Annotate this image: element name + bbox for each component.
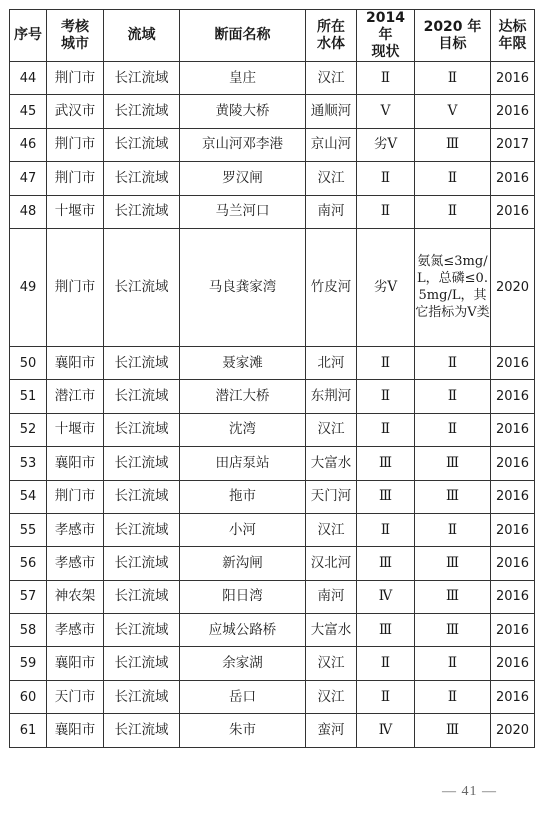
table-row xyxy=(10,480,535,513)
cell-col-section: 岳口 xyxy=(180,680,306,713)
table-row xyxy=(10,380,535,413)
cell-col-water-body: 南河 xyxy=(306,580,357,613)
cell-col-basin: 长江流域 xyxy=(104,62,180,95)
cell-col-water-body: 京山河 xyxy=(306,128,357,161)
header-text: 2014 年 xyxy=(366,10,405,43)
cell-col-target-2020: 氨氮≤3mg/L，总磷≤0.5mg/L，其它指标为Ⅴ类 xyxy=(415,228,491,346)
cell-col-status-2014: Ⅲ xyxy=(357,614,415,647)
header-text: 年限 xyxy=(498,35,527,52)
cell-col-target-2020: Ⅱ xyxy=(415,195,491,228)
cell-col-status-2014: Ⅳ xyxy=(357,580,415,613)
table-row xyxy=(10,580,535,613)
cell-col-deadline: 2016 xyxy=(491,680,535,713)
cell-col-deadline: 2016 xyxy=(491,447,535,480)
cell-col-section: 阳日湾 xyxy=(180,580,306,613)
cell-col-city: 荆门市 xyxy=(47,162,104,195)
cell-col-target-2020: Ⅲ xyxy=(415,128,491,161)
cell-col-status-2014: Ⅱ xyxy=(357,195,415,228)
cell-col-seq: 47 xyxy=(10,162,47,195)
cell-col-status-2014: Ⅱ xyxy=(357,513,415,546)
cell-col-seq: 46 xyxy=(10,128,47,161)
table-header-row xyxy=(10,10,535,62)
cell-col-deadline: 2016 xyxy=(491,195,535,228)
header-text: 考核 xyxy=(61,18,89,35)
cell-col-seq: 45 xyxy=(10,95,47,128)
cell-col-section: 京山河邓李港 xyxy=(180,128,306,161)
cell-col-section: 黄陵大桥 xyxy=(180,95,306,128)
cell-col-seq: 50 xyxy=(10,346,47,379)
cell-col-basin: 长江流域 xyxy=(104,228,180,346)
cell-col-status-2014: Ⅱ xyxy=(357,680,415,713)
cell-col-target-2020: Ⅱ xyxy=(415,680,491,713)
cell-col-seq: 60 xyxy=(10,680,47,713)
cell-col-basin: 长江流域 xyxy=(104,714,180,747)
header-col-status-2014 xyxy=(357,10,415,62)
cell-col-seq: 44 xyxy=(10,62,47,95)
header-col-city xyxy=(47,10,104,62)
cell-col-seq: 49 xyxy=(10,228,47,346)
cell-col-section: 马兰河口 xyxy=(180,195,306,228)
cell-col-city: 神农架 xyxy=(47,580,104,613)
cell-col-deadline: 2016 xyxy=(491,647,535,680)
cell-col-seq: 56 xyxy=(10,547,47,580)
cell-col-target-2020: Ⅱ xyxy=(415,413,491,446)
cell-col-section: 朱市 xyxy=(180,714,306,747)
cell-col-status-2014: 劣Ⅴ xyxy=(357,128,415,161)
cell-col-target-2020: Ⅱ xyxy=(415,380,491,413)
cell-col-city: 武汉市 xyxy=(47,95,104,128)
cell-col-basin: 长江流域 xyxy=(104,480,180,513)
cell-col-status-2014: Ⅲ xyxy=(357,480,415,513)
cell-col-basin: 长江流域 xyxy=(104,346,180,379)
cell-col-status-2014: Ⅱ xyxy=(357,647,415,680)
cell-col-basin: 长江流域 xyxy=(104,413,180,446)
cell-col-status-2014: Ⅲ xyxy=(357,547,415,580)
water-quality-table xyxy=(9,9,535,748)
cell-col-deadline: 2016 xyxy=(491,547,535,580)
table-row xyxy=(10,714,535,747)
cell-col-basin: 长江流域 xyxy=(104,547,180,580)
cell-col-city: 十堰市 xyxy=(47,413,104,446)
cell-col-deadline: 2016 xyxy=(491,614,535,647)
header-text: 序号 xyxy=(14,27,42,43)
cell-col-basin: 长江流域 xyxy=(104,95,180,128)
table-row xyxy=(10,162,535,195)
cell-col-section: 罗汉闸 xyxy=(180,162,306,195)
cell-col-city: 荆门市 xyxy=(47,228,104,346)
table-row xyxy=(10,228,535,346)
header-col-basin xyxy=(104,10,180,62)
cell-col-target-2020: Ⅱ xyxy=(415,647,491,680)
cell-col-city: 潜江市 xyxy=(47,380,104,413)
cell-col-basin: 长江流域 xyxy=(104,680,180,713)
cell-col-section: 皇庄 xyxy=(180,62,306,95)
header-text: 城市 xyxy=(61,35,89,52)
cell-col-city: 十堰市 xyxy=(47,195,104,228)
cell-col-section: 新沟闸 xyxy=(180,547,306,580)
table-row xyxy=(10,128,535,161)
cell-col-water-body: 大富水 xyxy=(306,614,357,647)
cell-col-water-body: 汉江 xyxy=(306,680,357,713)
cell-col-seq: 61 xyxy=(10,714,47,747)
cell-col-city: 荆门市 xyxy=(47,480,104,513)
cell-col-basin: 长江流域 xyxy=(104,447,180,480)
cell-col-status-2014: Ⅱ xyxy=(357,346,415,379)
cell-col-city: 襄阳市 xyxy=(47,346,104,379)
cell-col-water-body: 东荆河 xyxy=(306,380,357,413)
cell-col-basin: 长江流域 xyxy=(104,162,180,195)
table-row xyxy=(10,547,535,580)
cell-col-target-2020: Ⅴ xyxy=(415,95,491,128)
cell-col-deadline: 2020 xyxy=(491,714,535,747)
cell-col-section: 田店泵站 xyxy=(180,447,306,480)
cell-col-deadline: 2020 xyxy=(491,228,535,346)
cell-col-water-body: 汉北河 xyxy=(306,547,357,580)
cell-col-section: 小河 xyxy=(180,513,306,546)
table-row xyxy=(10,95,535,128)
cell-col-water-body: 大富水 xyxy=(306,447,357,480)
cell-col-city: 襄阳市 xyxy=(47,647,104,680)
table-body xyxy=(10,62,535,748)
cell-col-status-2014: Ⅱ xyxy=(357,62,415,95)
cell-col-water-body: 通顺河 xyxy=(306,95,357,128)
cell-col-seq: 57 xyxy=(10,580,47,613)
table-row xyxy=(10,680,535,713)
header-col-water-body xyxy=(306,10,357,62)
table-row xyxy=(10,195,535,228)
cell-col-deadline: 2016 xyxy=(491,62,535,95)
cell-col-target-2020: Ⅱ xyxy=(415,346,491,379)
header-col-target-2020 xyxy=(415,10,491,62)
header-text: 流域 xyxy=(127,27,156,43)
cell-col-status-2014: Ⅳ xyxy=(357,714,415,747)
cell-col-status-2014: Ⅲ xyxy=(357,447,415,480)
table-row xyxy=(10,614,535,647)
cell-col-city: 襄阳市 xyxy=(47,447,104,480)
table-row xyxy=(10,647,535,680)
cell-col-target-2020: Ⅱ xyxy=(415,62,491,95)
header-text: 2020 年 xyxy=(423,18,482,35)
cell-col-seq: 58 xyxy=(10,614,47,647)
table-row xyxy=(10,447,535,480)
header-text: 断面名称 xyxy=(214,27,271,43)
cell-col-city: 襄阳市 xyxy=(47,714,104,747)
cell-col-water-body: 汉江 xyxy=(306,647,357,680)
cell-col-target-2020: Ⅲ xyxy=(415,447,491,480)
cell-col-seq: 48 xyxy=(10,195,47,228)
cell-col-status-2014: Ⅱ xyxy=(357,162,415,195)
cell-col-city: 孝感市 xyxy=(47,547,104,580)
cell-col-target-2020: Ⅲ xyxy=(415,614,491,647)
header-text: 目标 xyxy=(438,35,467,52)
cell-col-basin: 长江流域 xyxy=(104,614,180,647)
cell-col-status-2014: 劣Ⅴ xyxy=(357,228,415,346)
cell-col-status-2014: Ⅴ xyxy=(357,95,415,128)
cell-col-section: 马良龚家湾 xyxy=(180,228,306,346)
table-row xyxy=(10,346,535,379)
cell-col-target-2020: Ⅲ xyxy=(415,547,491,580)
page-number: — 41 — xyxy=(442,784,497,799)
header-col-section xyxy=(180,10,306,62)
cell-col-deadline: 2016 xyxy=(491,513,535,546)
cell-col-water-body: 天门河 xyxy=(306,480,357,513)
header-text: 所在 xyxy=(317,18,345,35)
cell-col-target-2020: Ⅲ xyxy=(415,480,491,513)
header-text: 现状 xyxy=(371,44,400,60)
cell-col-seq: 59 xyxy=(10,647,47,680)
cell-col-city: 荆门市 xyxy=(47,128,104,161)
cell-col-seq: 51 xyxy=(10,380,47,413)
cell-col-basin: 长江流域 xyxy=(104,128,180,161)
header-text: 水体 xyxy=(317,35,345,52)
header-col-deadline xyxy=(491,10,535,62)
cell-col-deadline: 2016 xyxy=(491,480,535,513)
cell-col-water-body: 汉江 xyxy=(306,162,357,195)
cell-col-deadline: 2016 xyxy=(491,346,535,379)
cell-col-water-body: 北河 xyxy=(306,346,357,379)
cell-col-seq: 52 xyxy=(10,413,47,446)
cell-col-city: 孝感市 xyxy=(47,614,104,647)
table-row xyxy=(10,413,535,446)
cell-col-target-2020: Ⅱ xyxy=(415,513,491,546)
cell-col-deadline: 2016 xyxy=(491,413,535,446)
cell-col-deadline: 2017 xyxy=(491,128,535,161)
table-row xyxy=(10,62,535,95)
cell-col-target-2020: Ⅲ xyxy=(415,580,491,613)
cell-col-status-2014: Ⅱ xyxy=(357,380,415,413)
cell-col-section: 应城公路桥 xyxy=(180,614,306,647)
cell-col-section: 沈湾 xyxy=(180,413,306,446)
cell-col-seq: 55 xyxy=(10,513,47,546)
cell-col-deadline: 2016 xyxy=(491,95,535,128)
cell-col-basin: 长江流域 xyxy=(104,647,180,680)
cell-col-water-body: 蛮河 xyxy=(306,714,357,747)
cell-col-water-body: 南河 xyxy=(306,195,357,228)
cell-col-water-body: 汉江 xyxy=(306,413,357,446)
cell-col-water-body: 竹皮河 xyxy=(306,228,357,346)
cell-col-deadline: 2016 xyxy=(491,380,535,413)
cell-col-section: 聂家滩 xyxy=(180,346,306,379)
cell-col-seq: 53 xyxy=(10,447,47,480)
cell-col-basin: 长江流域 xyxy=(104,195,180,228)
cell-col-water-body: 汉江 xyxy=(306,62,357,95)
cell-col-status-2014: Ⅱ xyxy=(357,413,415,446)
cell-col-target-2020: Ⅲ xyxy=(415,714,491,747)
cell-col-seq: 54 xyxy=(10,480,47,513)
cell-col-section: 余家湖 xyxy=(180,647,306,680)
header-col-seq xyxy=(10,10,47,62)
cell-col-deadline: 2016 xyxy=(491,580,535,613)
cell-col-section: 拖市 xyxy=(180,480,306,513)
cell-col-city: 孝感市 xyxy=(47,513,104,546)
cell-col-target-2020: Ⅱ xyxy=(415,162,491,195)
cell-col-water-body: 汉江 xyxy=(306,513,357,546)
cell-col-deadline: 2016 xyxy=(491,162,535,195)
cell-col-section: 潜江大桥 xyxy=(180,380,306,413)
cell-col-city: 天门市 xyxy=(47,680,104,713)
header-text: 达标 xyxy=(498,18,527,35)
cell-col-basin: 长江流域 xyxy=(104,580,180,613)
cell-col-basin: 长江流域 xyxy=(104,513,180,546)
cell-col-basin: 长江流域 xyxy=(104,380,180,413)
table-row xyxy=(10,513,535,546)
cell-col-city: 荆门市 xyxy=(47,62,104,95)
